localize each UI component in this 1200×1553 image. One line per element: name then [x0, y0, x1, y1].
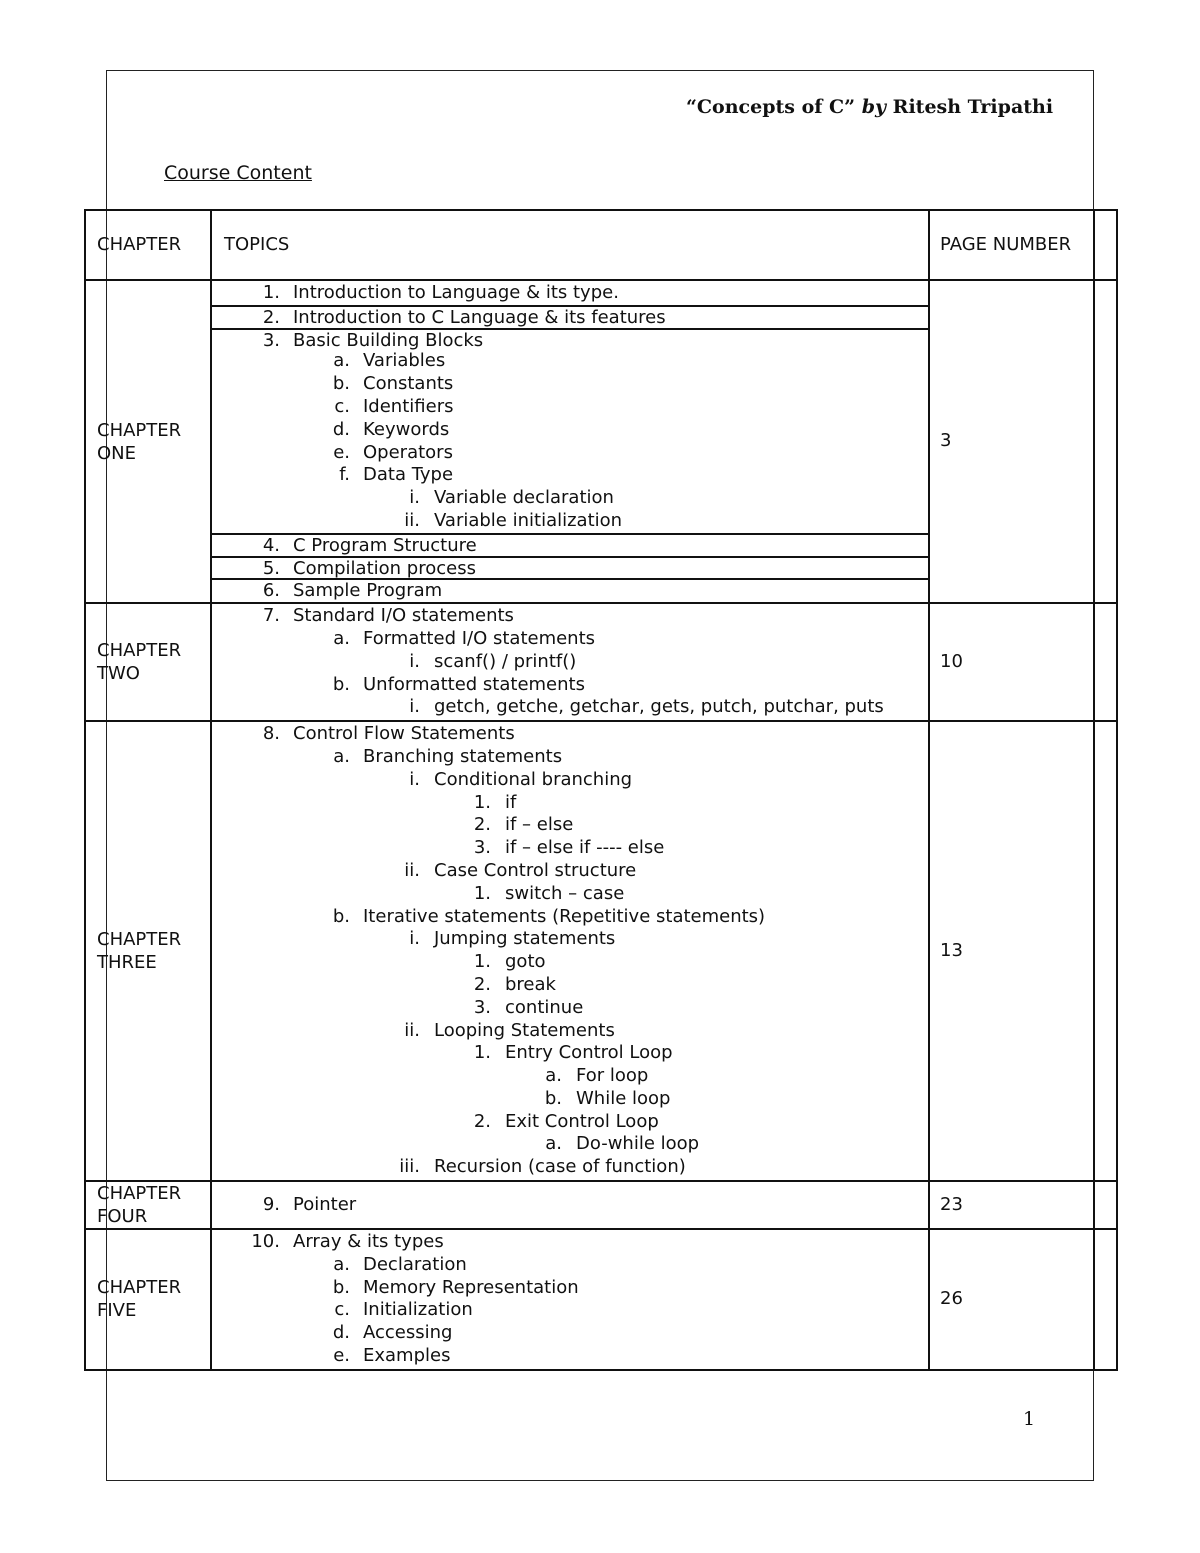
- topic-item: [212, 696, 928, 719]
- topic-item: [212, 373, 928, 396]
- topic-marker: ii.: [404, 859, 420, 881]
- topic-text: Branching statements: [363, 745, 563, 767]
- topic-marker: a.: [333, 627, 350, 649]
- topic-item: [212, 533, 928, 556]
- topic-marker: b.: [332, 673, 350, 695]
- topic-marker: 3.: [473, 837, 491, 859]
- topic-text: Variable initialization: [434, 509, 623, 531]
- topic-item: [212, 556, 928, 579]
- topic-text: Conditional branching: [434, 768, 633, 790]
- by-label: by: [861, 96, 887, 118]
- topic-marker: c.: [334, 395, 350, 417]
- topic-item: [212, 906, 928, 929]
- topic-marker: 4.: [262, 534, 280, 556]
- topic-marker: a.: [545, 1133, 562, 1155]
- topic-item: [212, 1277, 928, 1300]
- topic-marker: b.: [332, 373, 350, 395]
- topic-marker: 3.: [473, 996, 491, 1018]
- topic-text: Pointer: [293, 1194, 357, 1216]
- topic-marker: iii.: [399, 1156, 420, 1178]
- topic-marker: 5.: [262, 557, 280, 579]
- topic-text: break: [505, 973, 556, 995]
- topic-text: Constants: [363, 373, 454, 395]
- topic-text: Variable declaration: [434, 487, 614, 509]
- topic-item: [212, 605, 928, 628]
- topic-text: Identifiers: [363, 395, 454, 417]
- topic-item: [212, 282, 928, 305]
- column-header-page-number: PAGE NUMBER: [929, 210, 1094, 280]
- topic-text: Jumping statements: [434, 928, 616, 950]
- table-row: [85, 603, 1117, 721]
- topic-item: [212, 837, 928, 860]
- course-content-title: Course Content: [164, 162, 312, 184]
- topic-text: Exit Control Loop: [505, 1110, 659, 1132]
- topic-text: Control Flow Statements: [293, 723, 515, 745]
- topic-item: [212, 723, 928, 746]
- topic-marker: ii.: [404, 509, 420, 531]
- topic-item: [212, 1254, 928, 1277]
- topic-text: Variables: [363, 350, 446, 372]
- topic-item: [212, 464, 928, 487]
- topic-text: if – else if ---- else: [505, 837, 665, 859]
- topic-item: [212, 510, 928, 533]
- topic-item: [212, 1156, 928, 1179]
- topic-text: Case Control structure: [434, 859, 637, 881]
- topic-marker: 9.: [262, 1194, 280, 1216]
- topics-cell: [211, 1181, 929, 1229]
- topic-marker: a.: [545, 1065, 562, 1087]
- topics-cell: [211, 280, 929, 603]
- column-header-chapter: CHAPTER: [85, 210, 211, 280]
- topic-item: [212, 1345, 928, 1368]
- topic-marker: c.: [334, 1299, 350, 1321]
- topic-text: Formatted I/O statements: [363, 627, 596, 649]
- topic-marker: 2.: [262, 306, 280, 328]
- topic-text: Introduction to Language & its type.: [293, 282, 619, 303]
- topic-marker: 7.: [262, 605, 280, 627]
- topic-text: Sample Program: [293, 580, 443, 602]
- page-number: 1: [1023, 1408, 1036, 1430]
- topic-text: C Program Structure: [293, 534, 477, 556]
- topic-text: Basic Building Blocks: [293, 329, 484, 351]
- topic-marker: b.: [544, 1087, 562, 1109]
- topic-marker: ii.: [404, 1019, 420, 1041]
- topics-cell: [211, 603, 929, 721]
- topic-marker: 2.: [473, 814, 491, 836]
- topic-text: switch – case: [505, 882, 625, 904]
- topic-item: [212, 860, 928, 883]
- empty-cell: [1094, 280, 1117, 603]
- topic-item: [212, 305, 928, 328]
- page-number-cell: 13: [929, 721, 1094, 1181]
- topic-marker: 1.: [473, 791, 491, 813]
- topic-text: Keywords: [363, 418, 450, 440]
- topic-text: Looping Statements: [434, 1019, 615, 1041]
- topic-text: Data Type: [363, 464, 454, 486]
- topic-item: [212, 792, 928, 815]
- table-row: [85, 280, 1117, 603]
- page-number-cell: 23: [929, 1181, 1094, 1229]
- topic-item: [212, 396, 928, 419]
- empty-column-header: [1094, 210, 1117, 280]
- course-content-table: [84, 209, 1118, 1371]
- topic-item: [212, 883, 928, 906]
- topic-item: [212, 1299, 928, 1322]
- topic-item: [212, 928, 928, 951]
- topic-text: Introduction to C Language & its features: [293, 306, 666, 328]
- topic-marker: 10.: [251, 1231, 280, 1253]
- topic-text: continue: [505, 996, 584, 1018]
- topic-text: Standard I/O statements: [293, 605, 514, 627]
- topic-item: [212, 628, 928, 651]
- topic-text: goto: [505, 951, 546, 973]
- topic-item: [212, 746, 928, 769]
- chapter-cell: CHAPTER FOUR: [85, 1181, 211, 1229]
- topics-cell: [211, 721, 929, 1181]
- page-number-cell: 10: [929, 603, 1094, 721]
- author-name: Ritesh Tripathi: [892, 96, 1054, 118]
- topic-marker: 2.: [473, 1110, 491, 1132]
- topic-text: if: [505, 791, 517, 813]
- topic-item: [212, 1042, 928, 1065]
- topic-text: Operators: [363, 441, 453, 463]
- topic-marker: b.: [332, 905, 350, 927]
- topic-item: [212, 814, 928, 837]
- topic-marker: d.: [332, 1322, 350, 1344]
- topic-marker: e.: [333, 1345, 350, 1367]
- topic-text: Do-while loop: [576, 1133, 700, 1155]
- topic-item: [212, 1088, 928, 1111]
- empty-cell: [1094, 1181, 1117, 1229]
- topic-marker: a.: [333, 745, 350, 767]
- topic-text: Accessing: [363, 1322, 453, 1344]
- topic-text: Array & its types: [293, 1231, 444, 1253]
- topic-text: Examples: [363, 1345, 451, 1367]
- table-row: [85, 1181, 1117, 1229]
- topic-item: [212, 997, 928, 1020]
- topic-text: Entry Control Loop: [505, 1042, 673, 1064]
- topic-item: [212, 1111, 928, 1134]
- topic-item: [212, 442, 928, 465]
- topic-text: For loop: [576, 1065, 649, 1087]
- topic-marker: a.: [333, 1253, 350, 1275]
- topic-marker: d.: [332, 418, 350, 440]
- topic-item: [212, 769, 928, 792]
- topic-marker: f.: [339, 464, 350, 486]
- chapter-cell: CHAPTER THREE: [85, 721, 211, 1181]
- topic-marker: i.: [409, 487, 420, 509]
- topic-item: [212, 1322, 928, 1345]
- topic-marker: 1.: [473, 951, 491, 973]
- page-number-cell: 3: [929, 280, 1094, 603]
- topic-text: Iterative statements (Repetitive statements): [363, 905, 766, 927]
- topic-text: Memory Representation: [363, 1276, 579, 1298]
- empty-cell: [1094, 603, 1117, 721]
- book-title: “Concepts of C”: [686, 96, 856, 118]
- topic-text: Declaration: [363, 1253, 467, 1275]
- topic-marker: i.: [409, 928, 420, 950]
- topic-marker: 1.: [473, 1042, 491, 1064]
- table-header-row: [85, 210, 1117, 280]
- topic-marker: 6.: [262, 580, 280, 602]
- topic-text: if – else: [505, 814, 574, 836]
- topic-marker: a.: [333, 350, 350, 372]
- topic-text: getch, getche, getchar, gets, putch, putchar, puts: [434, 696, 884, 718]
- topic-item: [212, 328, 928, 351]
- topic-marker: i.: [409, 696, 420, 718]
- column-header-topics: TOPICS: [211, 210, 929, 280]
- table-row: [85, 721, 1117, 1181]
- topic-text: Compilation process: [293, 557, 476, 579]
- chapter-cell: CHAPTER ONE: [85, 280, 211, 603]
- topic-text: Initialization: [363, 1299, 473, 1321]
- topic-marker: 3.: [262, 329, 280, 351]
- topics-cell: [211, 1229, 929, 1370]
- topic-text: Recursion (case of function): [434, 1156, 686, 1178]
- chapter-cell: CHAPTER FIVE: [85, 1229, 211, 1370]
- topic-marker: b.: [332, 1276, 350, 1298]
- empty-cell: [1094, 721, 1117, 1181]
- topic-marker: 1.: [473, 882, 491, 904]
- topic-item: [212, 1020, 928, 1043]
- topic-item: [212, 674, 928, 697]
- page-number-cell: 26: [929, 1229, 1094, 1370]
- topic-item: [212, 974, 928, 997]
- topic-item: [212, 578, 928, 601]
- topic-item: [212, 350, 928, 373]
- topic-item: [212, 1183, 928, 1227]
- topic-item: [212, 951, 928, 974]
- topic-item: [212, 419, 928, 442]
- topic-item: [212, 1133, 928, 1156]
- document-header: [686, 96, 1053, 118]
- topic-item: [212, 651, 928, 674]
- topic-item: [212, 487, 928, 510]
- topic-marker: 1.: [262, 282, 280, 303]
- chapter-cell: CHAPTER TWO: [85, 603, 211, 721]
- empty-cell: [1094, 1229, 1117, 1370]
- topic-marker: 2.: [473, 973, 491, 995]
- topic-text: scanf() / printf(): [434, 650, 577, 672]
- topic-marker: 8.: [262, 723, 280, 745]
- topic-item: [212, 1231, 928, 1254]
- topic-text: While loop: [576, 1087, 671, 1109]
- topic-marker: e.: [333, 441, 350, 463]
- topic-text: Unformatted statements: [363, 673, 585, 695]
- table-row: [85, 1229, 1117, 1370]
- topic-marker: i.: [409, 768, 420, 790]
- topic-marker: i.: [409, 650, 420, 672]
- topic-item: [212, 1065, 928, 1088]
